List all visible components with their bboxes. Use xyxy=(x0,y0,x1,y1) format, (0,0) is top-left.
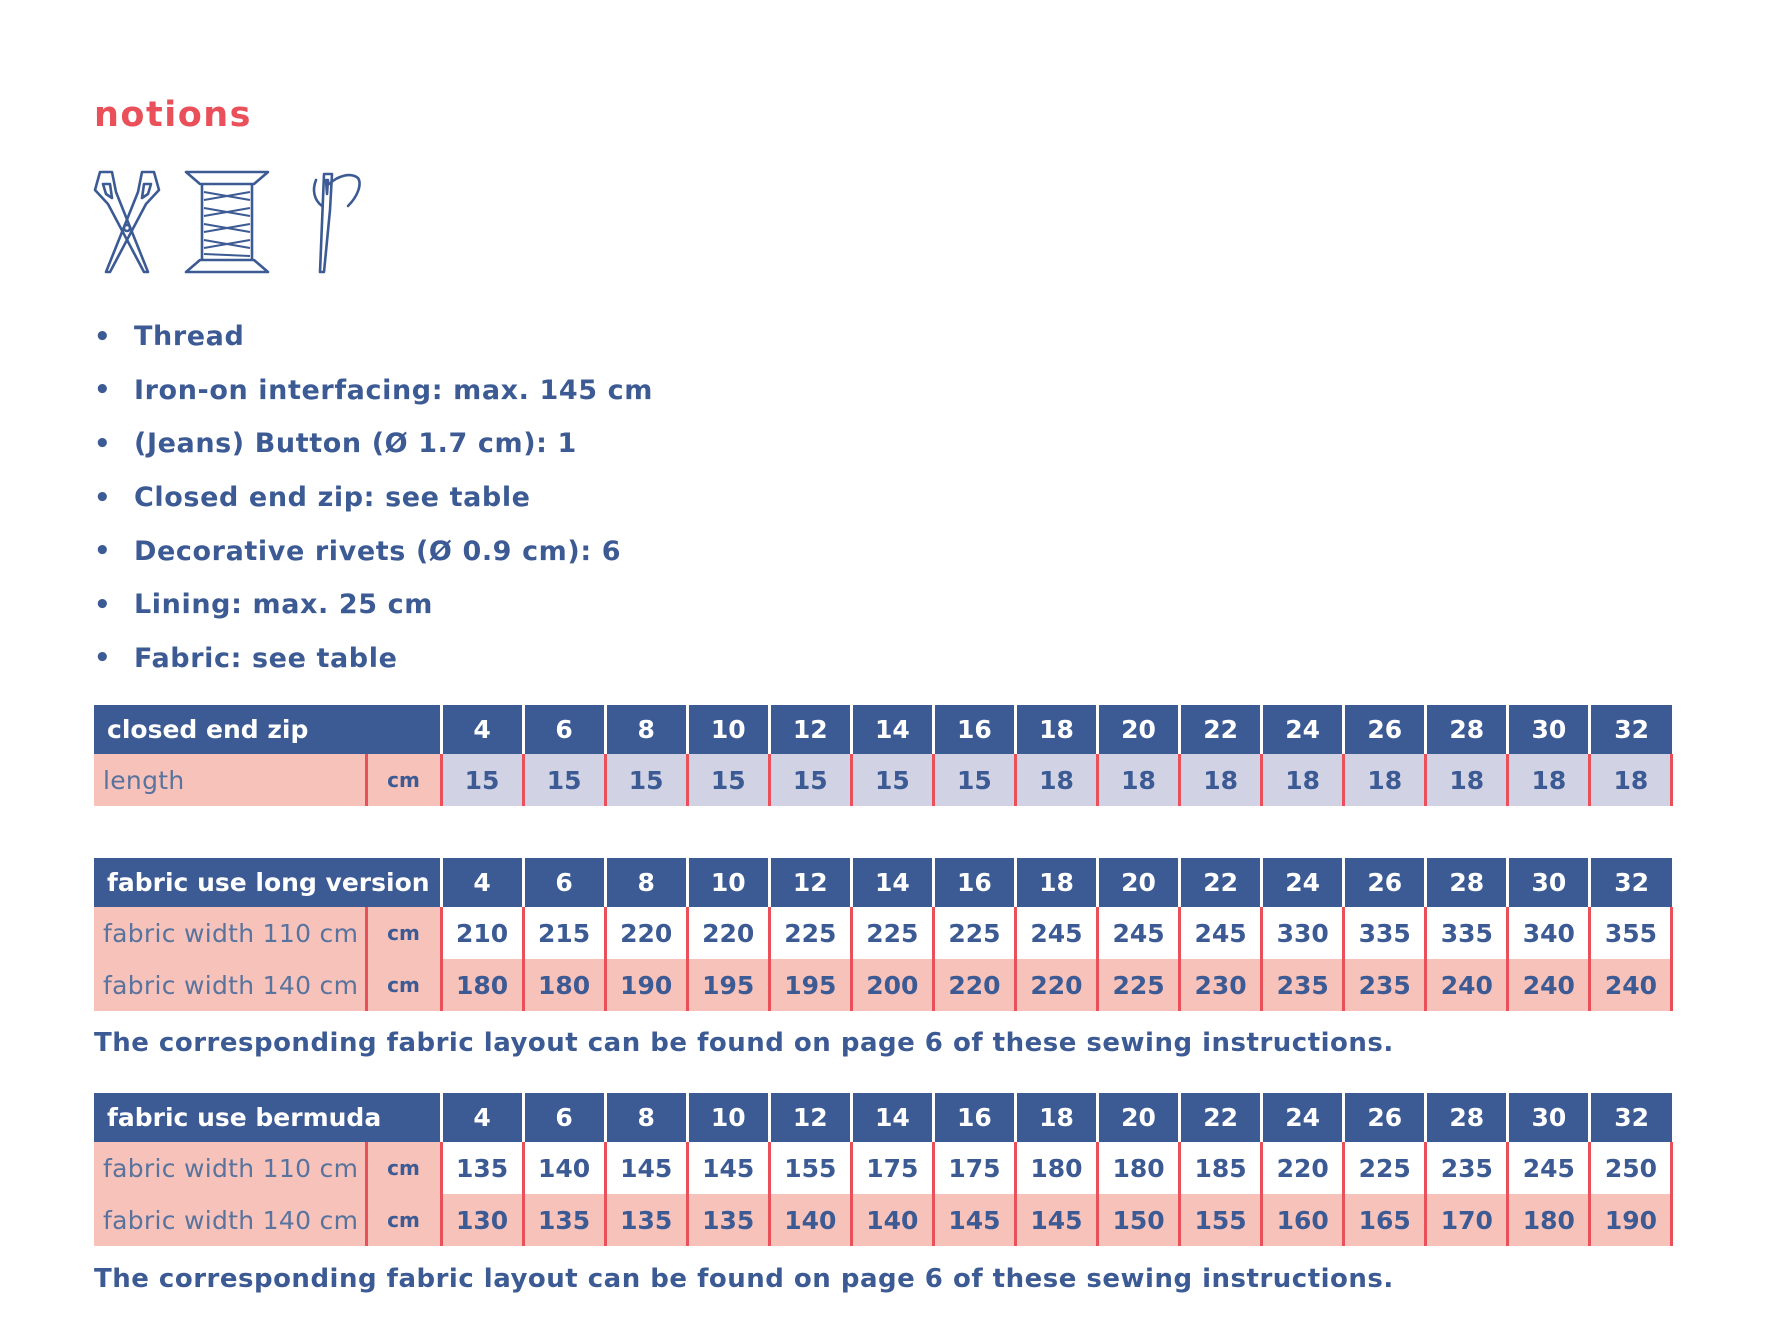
table-cell: 135 xyxy=(605,1194,687,1246)
size-header: 26 xyxy=(1344,1093,1426,1142)
list-item xyxy=(94,417,653,471)
table-cell: 225 xyxy=(851,907,933,959)
table-cell: 245 xyxy=(1180,907,1262,959)
size-header: 28 xyxy=(1426,1093,1508,1142)
fabric-bermuda-table xyxy=(94,1093,1673,1246)
table-cell: 235 xyxy=(1426,1142,1508,1194)
table-cell: 240 xyxy=(1508,959,1590,1011)
size-header: 10 xyxy=(687,858,769,907)
table-cell: 340 xyxy=(1508,907,1590,959)
table-cell: 335 xyxy=(1426,907,1508,959)
zip-size-table xyxy=(94,705,1673,806)
size-header: 14 xyxy=(851,705,933,754)
table-cell: 180 xyxy=(441,959,523,1011)
size-header: 32 xyxy=(1590,1093,1672,1142)
table-cell: 240 xyxy=(1426,959,1508,1011)
size-header: 30 xyxy=(1508,705,1590,754)
table-header-row xyxy=(94,858,1672,907)
table-cell: 170 xyxy=(1426,1194,1508,1246)
table-cell: 18 xyxy=(1426,754,1508,806)
table-cell: 175 xyxy=(851,1142,933,1194)
row-label: fabric width 110 cm xyxy=(94,1142,366,1194)
table-cell: 140 xyxy=(851,1194,933,1246)
table-cell: 195 xyxy=(769,959,851,1011)
size-header: 22 xyxy=(1180,705,1262,754)
table-cell: 15 xyxy=(441,754,523,806)
list-item xyxy=(94,364,653,418)
table-cell: 245 xyxy=(1098,907,1180,959)
size-header: 20 xyxy=(1098,1093,1180,1142)
table-cell: 15 xyxy=(605,754,687,806)
table-cell: 225 xyxy=(1098,959,1180,1011)
table-cell: 15 xyxy=(687,754,769,806)
table-caption: fabric use bermuda xyxy=(94,1093,441,1142)
size-header: 8 xyxy=(605,858,687,907)
table-cell: 165 xyxy=(1344,1194,1426,1246)
table-row xyxy=(94,959,1672,1011)
notion-text: Closed end zip: see table xyxy=(134,482,531,514)
notion-text: (Jeans) Button (Ø 1.7 cm): 1 xyxy=(134,428,577,460)
table-cell: 245 xyxy=(1508,1142,1590,1194)
row-label: length xyxy=(94,754,366,806)
table-cell: 220 xyxy=(605,907,687,959)
bullet: • xyxy=(94,482,112,513)
bullet: • xyxy=(94,643,112,674)
table-cell: 18 xyxy=(1098,754,1180,806)
size-header: 20 xyxy=(1098,858,1180,907)
size-header: 6 xyxy=(523,1093,605,1142)
table-cell: 180 xyxy=(1015,1142,1097,1194)
size-header: 30 xyxy=(1508,1093,1590,1142)
table-cell: 225 xyxy=(933,907,1015,959)
list-item xyxy=(94,632,653,686)
table-cell: 160 xyxy=(1262,1194,1344,1246)
bullet: • xyxy=(94,321,112,352)
size-header: 6 xyxy=(523,705,605,754)
row-unit: cm xyxy=(366,959,441,1011)
size-header: 12 xyxy=(769,1093,851,1142)
size-header: 28 xyxy=(1426,705,1508,754)
bullet: • xyxy=(94,375,112,406)
table-caption: closed end zip xyxy=(94,705,441,754)
size-header: 24 xyxy=(1262,1093,1344,1142)
table-cell: 220 xyxy=(933,959,1015,1011)
table-row xyxy=(94,1142,1672,1194)
table-cell: 140 xyxy=(769,1194,851,1246)
table-cell: 235 xyxy=(1262,959,1344,1011)
table-cell: 240 xyxy=(1590,959,1672,1011)
table-cell: 185 xyxy=(1180,1142,1262,1194)
table-cell: 135 xyxy=(523,1194,605,1246)
table-cell: 18 xyxy=(1590,754,1672,806)
size-header: 4 xyxy=(441,705,523,754)
size-header: 4 xyxy=(441,1093,523,1142)
needle-icon xyxy=(308,170,364,274)
table-cell: 225 xyxy=(769,907,851,959)
size-header: 12 xyxy=(769,705,851,754)
size-header: 14 xyxy=(851,1093,933,1142)
row-unit: cm xyxy=(366,907,441,959)
table-cell: 18 xyxy=(1262,754,1344,806)
table-row xyxy=(94,754,1672,806)
table-row xyxy=(94,1194,1672,1246)
table-cell: 220 xyxy=(687,907,769,959)
table-cell: 230 xyxy=(1180,959,1262,1011)
table-cell: 245 xyxy=(1015,907,1097,959)
table-cell: 220 xyxy=(1015,959,1097,1011)
table-cell: 15 xyxy=(851,754,933,806)
fabric-long-version-table xyxy=(94,858,1673,1011)
size-header: 16 xyxy=(933,705,1015,754)
table-cell: 180 xyxy=(1098,1142,1180,1194)
notion-text: Decorative rivets (Ø 0.9 cm): 6 xyxy=(134,535,622,567)
size-header: 4 xyxy=(441,858,523,907)
size-header: 24 xyxy=(1262,858,1344,907)
table-cell: 18 xyxy=(1180,754,1262,806)
scissors-icon xyxy=(92,170,162,274)
table-cell: 215 xyxy=(523,907,605,959)
notions-list xyxy=(94,310,653,685)
size-header: 28 xyxy=(1426,858,1508,907)
table-cell: 200 xyxy=(851,959,933,1011)
row-unit: cm xyxy=(366,754,441,806)
table-cell: 155 xyxy=(769,1142,851,1194)
row-label: fabric width 140 cm xyxy=(94,959,366,1011)
list-item xyxy=(94,578,653,632)
table-cell: 145 xyxy=(933,1194,1015,1246)
table-cell: 15 xyxy=(769,754,851,806)
table-cell: 195 xyxy=(687,959,769,1011)
table-cell: 15 xyxy=(523,754,605,806)
notion-text: Fabric: see table xyxy=(134,642,398,674)
table-cell: 140 xyxy=(523,1142,605,1194)
row-label: fabric width 140 cm xyxy=(94,1194,366,1246)
size-header: 32 xyxy=(1590,705,1672,754)
table-cell: 250 xyxy=(1590,1142,1672,1194)
bullet: • xyxy=(94,589,112,620)
table-cell: 130 xyxy=(441,1194,523,1246)
table-header-row xyxy=(94,1093,1672,1142)
table-cell: 175 xyxy=(933,1142,1015,1194)
row-unit: cm xyxy=(366,1142,441,1194)
table-cell: 15 xyxy=(933,754,1015,806)
size-header: 26 xyxy=(1344,858,1426,907)
size-header: 10 xyxy=(687,1093,769,1142)
table-cell: 355 xyxy=(1590,907,1672,959)
bullet: • xyxy=(94,536,112,567)
table-cell: 145 xyxy=(605,1142,687,1194)
list-item xyxy=(94,471,653,525)
table-cell: 135 xyxy=(441,1142,523,1194)
table-cell: 330 xyxy=(1262,907,1344,959)
table-cell: 145 xyxy=(1015,1194,1097,1246)
list-item xyxy=(94,310,653,364)
size-header: 10 xyxy=(687,705,769,754)
size-header: 6 xyxy=(523,858,605,907)
table-cell: 18 xyxy=(1508,754,1590,806)
size-header: 18 xyxy=(1015,1093,1097,1142)
size-header: 16 xyxy=(933,858,1015,907)
table-header-row xyxy=(94,705,1672,754)
bullet: • xyxy=(94,428,112,459)
page-title: notions xyxy=(94,95,252,135)
table-cell: 150 xyxy=(1098,1194,1180,1246)
size-header: 32 xyxy=(1590,858,1672,907)
size-header: 18 xyxy=(1015,705,1097,754)
notion-text: Iron-on interfacing: max. 145 cm xyxy=(134,374,654,406)
size-header: 8 xyxy=(605,1093,687,1142)
table-cell: 335 xyxy=(1344,907,1426,959)
size-header: 30 xyxy=(1508,858,1590,907)
size-header: 14 xyxy=(851,858,933,907)
table-cell: 180 xyxy=(1508,1194,1590,1246)
list-item xyxy=(94,524,653,578)
table-cell: 145 xyxy=(687,1142,769,1194)
notions-icons xyxy=(92,170,352,280)
size-header: 12 xyxy=(769,858,851,907)
table-row xyxy=(94,907,1672,959)
table-cell: 235 xyxy=(1344,959,1426,1011)
table-cell: 210 xyxy=(441,907,523,959)
size-header: 22 xyxy=(1180,858,1262,907)
table-cell: 18 xyxy=(1344,754,1426,806)
size-header: 8 xyxy=(605,705,687,754)
row-unit: cm xyxy=(366,1194,441,1246)
table-cell: 190 xyxy=(605,959,687,1011)
table-caption: fabric use long version xyxy=(94,858,441,907)
table-cell: 190 xyxy=(1590,1194,1672,1246)
table-cell: 155 xyxy=(1180,1194,1262,1246)
table-cell: 225 xyxy=(1344,1142,1426,1194)
table-cell: 135 xyxy=(687,1194,769,1246)
thread-spool-icon xyxy=(184,170,270,274)
table-cell: 180 xyxy=(523,959,605,1011)
size-header: 24 xyxy=(1262,705,1344,754)
size-header: 16 xyxy=(933,1093,1015,1142)
table-cell: 18 xyxy=(1015,754,1097,806)
fabric-layout-note: The corresponding fabric layout can be found on page 6 of these sewing instructions. xyxy=(94,1028,1394,1058)
size-header: 18 xyxy=(1015,858,1097,907)
size-header: 22 xyxy=(1180,1093,1262,1142)
row-label: fabric width 110 cm xyxy=(94,907,366,959)
size-header: 26 xyxy=(1344,705,1426,754)
table-cell: 220 xyxy=(1262,1142,1344,1194)
notion-text: Lining: max. 25 cm xyxy=(134,589,434,621)
fabric-layout-note: The corresponding fabric layout can be found on page 6 of these sewing instructions. xyxy=(94,1264,1394,1294)
notion-text: Thread xyxy=(134,321,245,353)
size-header: 20 xyxy=(1098,705,1180,754)
